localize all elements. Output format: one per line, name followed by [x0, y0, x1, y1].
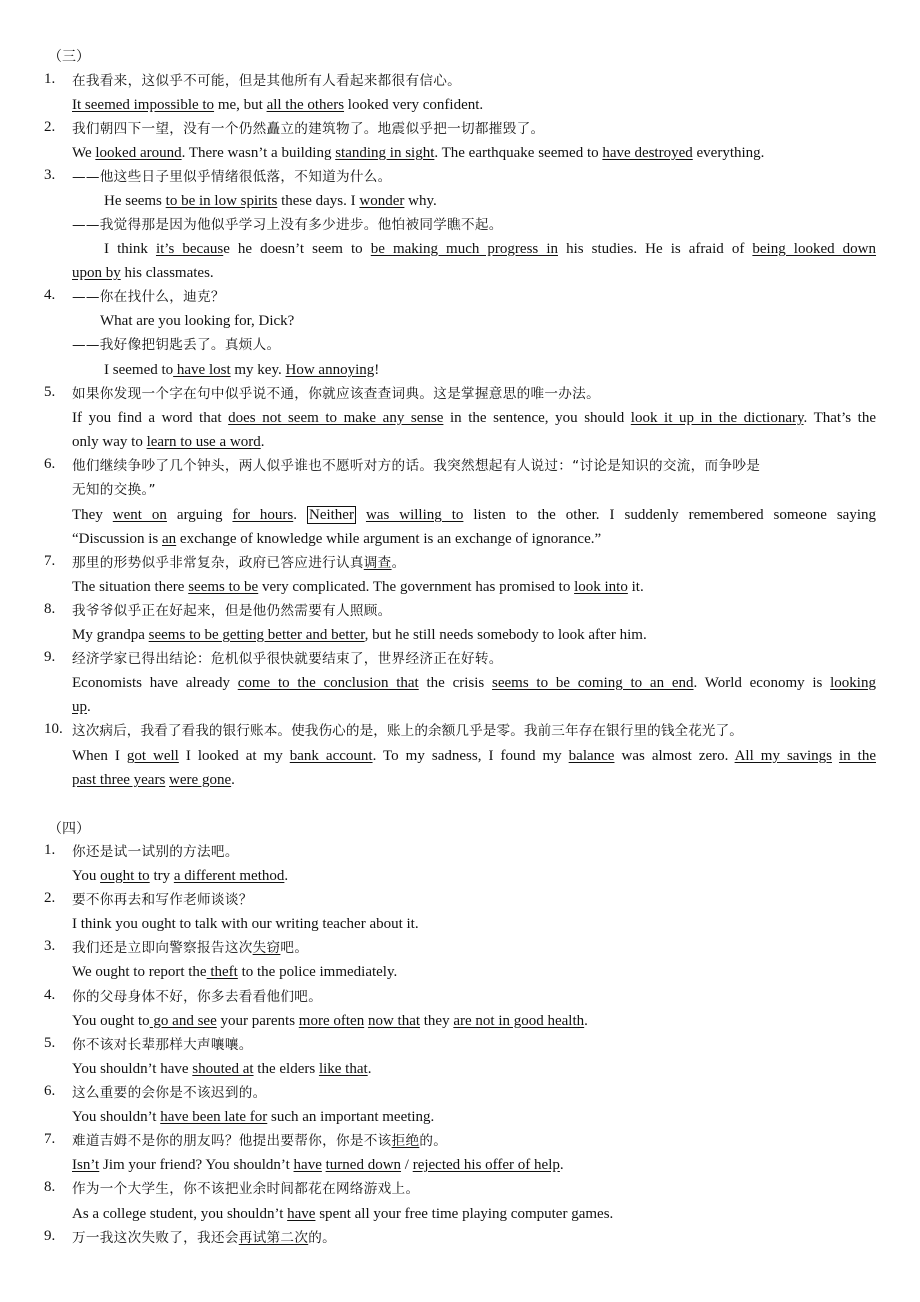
text: was almost zero.: [614, 748, 735, 764]
text: As a college student, you shouldn’t: [72, 1206, 288, 1222]
text: e he doesn’t seem to: [223, 241, 371, 257]
english-sentence: [72, 432, 876, 452]
text: . World economy is: [693, 675, 831, 691]
phrase: looking: [830, 675, 876, 691]
english-sentence: [72, 143, 876, 163]
chinese-sentence: 我爷爷似乎正在好起来，但是他仍然需要有人照顾。: [72, 603, 392, 619]
phrase: looked around: [95, 145, 182, 161]
text: .: [260, 434, 265, 450]
text: . That’s the: [803, 410, 876, 426]
text: He seems: [104, 193, 166, 209]
text: looked very confident.: [344, 97, 484, 113]
item-number: 9.: [44, 1228, 56, 1244]
text: “Discussion is: [72, 531, 162, 547]
text: .: [293, 507, 307, 523]
phrase: have been late for: [160, 1109, 268, 1125]
chinese-sentence: 这次病后，我看了看我的银行账本。使我伤心的是，账上的余额几乎是零。我前三年存在银行里的钱全花光了。: [72, 723, 743, 739]
chinese-sentence: 要不你再去和写作老师谈谈？: [72, 892, 253, 908]
text: the crisis: [418, 675, 492, 691]
text: !: [374, 362, 380, 378]
chinese-sentence: 这么重要的会你是不该迟到的。: [72, 1085, 267, 1101]
section-title: （三）: [48, 49, 90, 65]
english-sentence: [72, 263, 876, 283]
english-sentence: I think you ought to talk with our writing teacher about it.: [72, 916, 419, 932]
chinese-sentence: 你的父母身体不好，你多去看看他们吧。: [72, 989, 323, 1005]
phrase: seems to be coming to an end: [492, 675, 694, 691]
item-number: 2.: [44, 119, 56, 135]
text: . To my sadness, I found my: [372, 748, 569, 764]
phrase: it’s becaus: [155, 241, 224, 257]
text: We ought to report the: [72, 964, 207, 980]
phrase: shouted at: [192, 1061, 254, 1077]
english-sentence: [72, 962, 876, 982]
phrase: How annoying: [285, 362, 375, 378]
chinese-sentence: ——我觉得那是因为他似乎学习上没有多少进步。他怕被同学瞧不起。: [72, 217, 503, 233]
phrase: balance: [568, 748, 615, 764]
text: 的。: [308, 1230, 337, 1246]
text: exchange of knowledge while argument is an exchange of ignorance.”: [176, 531, 602, 547]
text: 我们还是立即向警察报告这次: [72, 940, 253, 956]
english-sentence: [72, 408, 876, 428]
phrase: 第二次: [266, 1230, 309, 1246]
phrase: have destroyed: [602, 145, 693, 161]
text: .: [284, 868, 289, 884]
english-sentence: [72, 770, 876, 790]
text: You shouldn’t: [72, 1109, 161, 1125]
text: try: [149, 868, 174, 884]
phrase: standing in sight: [335, 145, 435, 161]
text: these days. I: [277, 193, 360, 209]
english-sentence: [72, 1155, 876, 1175]
item-number: 10.: [44, 721, 63, 737]
text: My grandpa: [72, 627, 149, 643]
phrase: all the others: [266, 97, 345, 113]
english-sentence: What are you looking for, Dick?: [100, 313, 295, 329]
phrase: bank account: [289, 748, 373, 764]
item-number: 4.: [44, 987, 56, 1003]
phrase: seems to be getting better and better: [148, 627, 365, 643]
text: The situation there: [72, 579, 189, 595]
english-sentence: [72, 1204, 876, 1224]
text: I seemed to: [104, 362, 174, 378]
item-number: 4.: [44, 287, 56, 303]
phrase: got well: [126, 748, 179, 764]
phrase: past three years: [72, 772, 166, 788]
text: his classmates.: [120, 265, 214, 281]
text: 那里的形势似乎非常复杂，政府已答应进行认真: [72, 555, 364, 571]
text: Jim your friend? You shouldn’t: [99, 1157, 294, 1173]
english-sentence: [72, 746, 876, 766]
item-number: 7.: [44, 1131, 56, 1147]
phrase: in the: [838, 748, 876, 764]
phrase: Isn’t: [72, 1157, 100, 1173]
chinese-sentence: ——你在找什么，迪克？: [72, 289, 225, 305]
text: they: [420, 1013, 454, 1029]
text: everything.: [692, 145, 765, 161]
phrase: were gone: [169, 772, 232, 788]
text: You: [72, 868, 101, 884]
english-sentence: [104, 239, 876, 259]
chinese-sentence: [72, 1228, 876, 1248]
phrase: theft: [206, 964, 238, 980]
phrase: was willing to: [365, 507, 464, 523]
text: You shouldn’t have: [72, 1061, 193, 1077]
phrase: up: [72, 699, 87, 715]
chinese-sentence: [72, 1131, 876, 1151]
english-sentence: [72, 625, 876, 645]
item-number: 9.: [44, 649, 56, 665]
item-number: 5.: [44, 384, 56, 400]
text: Economists have already: [72, 675, 238, 691]
item-number: 8.: [44, 1179, 56, 1195]
chinese-sentence: 我们朝四下一望，没有一个仍然矗立的建筑物了。地震似乎把一切都摧毁了。: [72, 121, 545, 137]
chinese-sentence: 经济学家已得出结论：危机似乎很快就要结束了，世界经济正在好转。: [72, 651, 503, 667]
text: I looked at my: [178, 748, 290, 764]
phrase: be making much progress in: [370, 241, 558, 257]
phrase: being looked down: [752, 241, 877, 257]
text: We: [72, 145, 96, 161]
text: /: [401, 1157, 413, 1173]
phrase: go and see: [149, 1013, 217, 1029]
phrase: have: [293, 1157, 322, 1173]
item-number: 1.: [44, 71, 56, 87]
item-number: 8.: [44, 601, 56, 617]
chinese-sentence: ——他这些日子里似乎情绪很低落，不知道为什么。: [72, 169, 392, 185]
chinese-sentence: [72, 938, 876, 958]
text: .: [559, 1157, 564, 1173]
english-sentence: [104, 191, 876, 211]
text: to the police immediately.: [237, 964, 398, 980]
chinese-sentence: 无知的交换。”: [72, 482, 156, 498]
text: spent all your free time playing computer games.: [315, 1206, 614, 1222]
text: 难道吉姆不是你的朋友吗？他提出要帮你，你是不该: [72, 1133, 392, 1149]
text: very complicated. The government has promised to: [258, 579, 575, 595]
text: me, but: [214, 97, 267, 113]
phrase: to be in low spirits: [165, 193, 278, 209]
english-sentence: [72, 697, 876, 717]
text: his studies. He is afraid of: [566, 241, 753, 257]
chinese-sentence: 如果你发现一个字在句中似乎说不通，你就应该查查词典。这是掌握意思的唯一办法。: [72, 386, 600, 402]
english-sentence: [72, 95, 876, 115]
english-sentence: [72, 577, 876, 597]
item-number: 3.: [44, 167, 56, 183]
phrase: look it up in the dictionary: [630, 410, 804, 426]
text: my key.: [230, 362, 286, 378]
text: . The earthquake seemed to: [434, 145, 603, 161]
item-number: 2.: [44, 890, 56, 906]
text: If you find a word that: [72, 410, 229, 426]
chinese-sentence: 在我看来，这似乎不可能，但是其他所有人看起来都很有信心。: [72, 73, 462, 89]
text: .: [584, 1013, 588, 1029]
text: the elders: [253, 1061, 319, 1077]
phrase: more often: [298, 1013, 365, 1029]
text: 万一我这次失败了，我还会: [72, 1230, 239, 1246]
text: .: [231, 772, 235, 788]
text: When I: [72, 748, 127, 764]
english-sentence: [72, 1011, 876, 1031]
english-sentence: [72, 505, 876, 525]
text: They: [72, 507, 113, 523]
chinese-sentence: 你不该对长辈那样大声嚷嚷。: [72, 1037, 253, 1053]
phrase: ought to: [100, 868, 150, 884]
phrase: rejected his offer of help: [412, 1157, 560, 1173]
phrase: turned down: [325, 1157, 402, 1173]
phrase: seems to be: [188, 579, 259, 595]
phrase: 再试: [238, 1230, 267, 1246]
phrase: 调查: [363, 555, 392, 571]
phrase: does not seem to make any sense: [228, 410, 444, 426]
boxed-word: Neither: [308, 507, 354, 523]
text: why.: [404, 193, 437, 209]
text: such an important meeting.: [267, 1109, 435, 1125]
item-number: 1.: [44, 842, 56, 858]
text: . There wasn’t a building: [181, 145, 336, 161]
chinese-sentence: 你还是试一试别的方法吧。: [72, 844, 239, 860]
text: .: [367, 1061, 372, 1077]
text: 吧。: [280, 940, 309, 956]
text: it.: [627, 579, 644, 595]
phrase: learn to use a word: [146, 434, 261, 450]
text: only way to: [72, 434, 147, 450]
phrase: It seemed impossible to: [72, 97, 215, 113]
text: 。: [391, 555, 406, 571]
text: I think: [104, 241, 156, 257]
phrase: have lost: [173, 362, 231, 378]
english-sentence: [72, 1107, 876, 1127]
item-number: 7.: [44, 553, 56, 569]
english-sentence: [72, 1059, 876, 1079]
text: arguing: [176, 507, 233, 523]
phrase: a different method: [173, 868, 285, 884]
english-sentence: [72, 529, 876, 549]
phrase: are not in good health: [453, 1013, 585, 1029]
phrase: now that: [367, 1013, 421, 1029]
text: in the sentence, you should: [443, 410, 631, 426]
phrase: for hours: [232, 507, 294, 523]
phrase: wonder: [359, 193, 405, 209]
chinese-sentence: ——我好像把钥匙丢了。真烦人。: [72, 337, 281, 353]
phrase: 失窃: [252, 940, 281, 956]
item-number: 3.: [44, 938, 56, 954]
text: , but he still needs somebody to look after him.: [364, 627, 647, 643]
phrase: look into: [574, 579, 628, 595]
phrase: come to the conclusion that: [237, 675, 419, 691]
phrase: went on: [112, 507, 167, 523]
item-number: 5.: [44, 1035, 56, 1051]
phrase: upon by: [72, 265, 121, 281]
english-sentence: [72, 673, 876, 693]
phrase: 拒绝: [391, 1133, 420, 1149]
chinese-sentence: 作为一个大学生，你不该把业余时间都花在网络游戏上。: [72, 1181, 420, 1197]
item-number: 6.: [44, 456, 56, 472]
phrase: have: [287, 1206, 316, 1222]
text: listen to the other. I suddenly remembered someone saying: [473, 507, 877, 523]
text: 的。: [419, 1133, 448, 1149]
phrase: an: [162, 531, 177, 547]
english-sentence: [72, 866, 876, 886]
item-number: 6.: [44, 1083, 56, 1099]
chinese-sentence: 他们继续争吵了几个钟头，两人似乎谁也不愿听对方的话。我突然想起有人说过：“讨论是知识的交流，而争吵是: [72, 458, 761, 474]
text: .: [87, 699, 91, 715]
chinese-sentence: [72, 553, 876, 573]
phrase: All my savings: [734, 748, 832, 764]
section-title: （四）: [48, 821, 90, 837]
text: your parents: [216, 1013, 299, 1029]
text: You ought to: [72, 1013, 150, 1029]
english-sentence: [104, 360, 876, 380]
phrase: like that: [318, 1061, 368, 1077]
